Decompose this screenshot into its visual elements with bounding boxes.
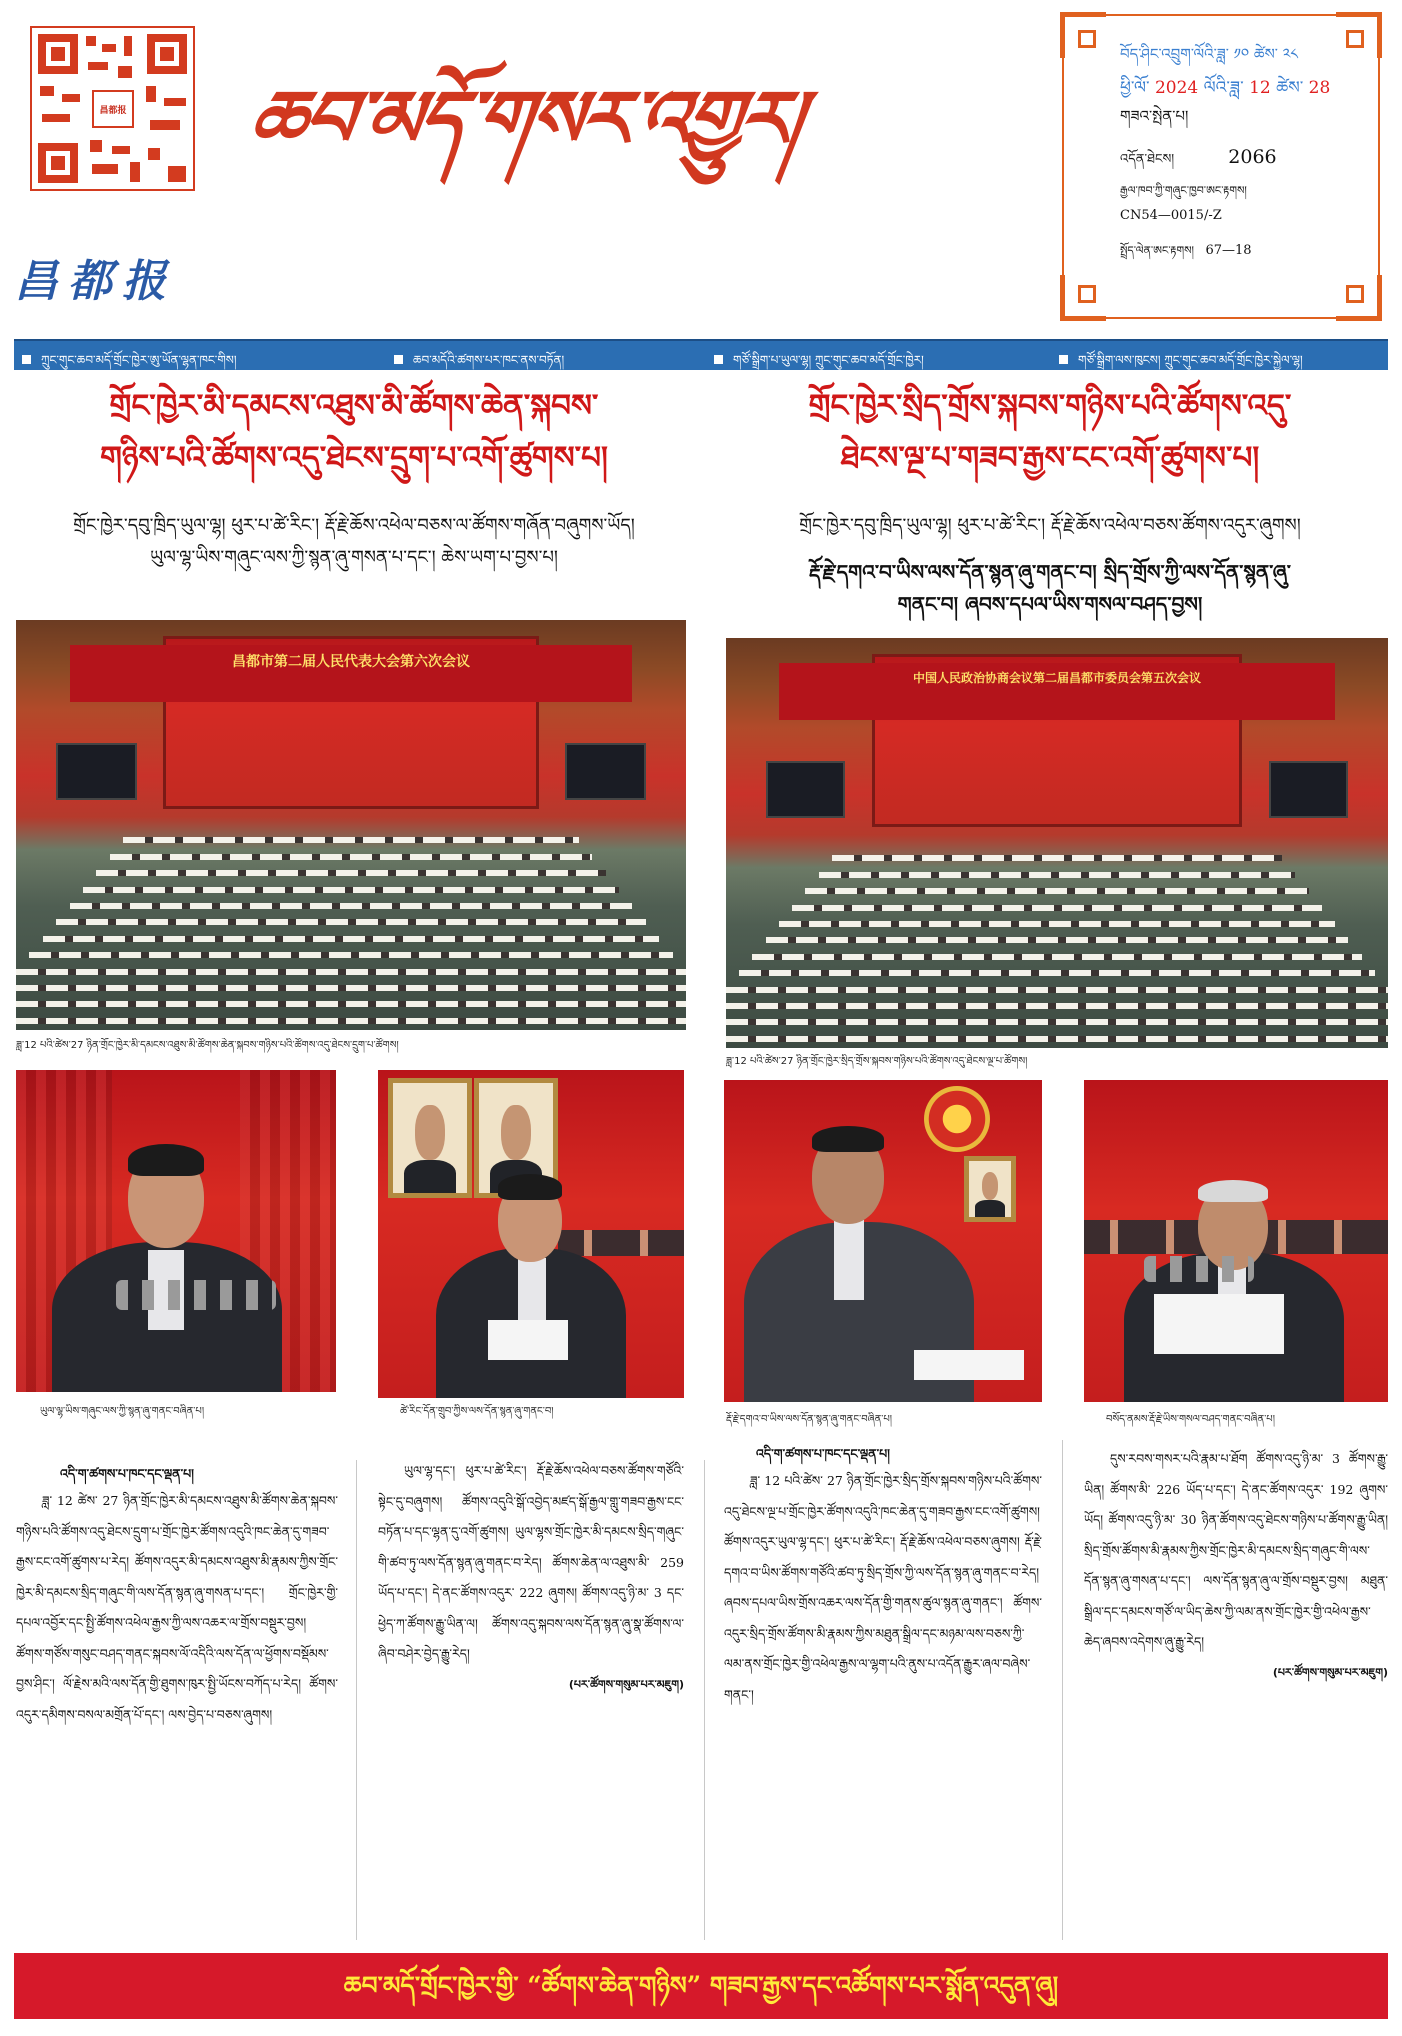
square-bullet-icon — [394, 355, 403, 364]
issue-number-row — [1120, 144, 1277, 181]
article-paragraph: ཡུལ་ལྷ་དང་། ཕུར་པ་ཚེ་རིང་། རྡོ་རྗེ་ཆོས་འཕེལ་བཅས་ཚོགས་གཙོའི་སྟེང་དུ་བཞུགས། ཚོགས་འདུའི་སྒོ་འབྱེད་མཛད་སྒོ་རྒྱལ་གླུ་གཟབ་རྒྱས་ངང་བཏོན་པ་དང་ལྷན་དུ་འགོ་ཚུགས། ཡུལ་ལྷས་གྲོང་ཁྱེར་མི་དམངས་སྲིད་གཞུང་གི་ཚབ་ཏུ་ལས་དོན་སྙན་ཞུ་གནང་བ་རེད། ཚོགས་ཆེན་ལ་འཐུས་མི་ 259 ཡོད་པ་དང་། དེ་ནང་ཚོགས་འདུར་ 222 ཞུགས། ཚོགས་འདུ་ཉི་མ་ 3 དང་ཕྱེད་ཀ་ཚོགས་རྒྱུ་ཡིན་ལ། ཚོགས་འདུ་སྐབས་ལས་དོན་སྙན་ཞུ་སྣ་ཚོགས་ལ་ཞིབ་བཤེར་བྱེད་རྒྱུ་རེད། — [378, 1463, 684, 1661]
congress-hall-photo[interactable] — [16, 620, 686, 1030]
article-paragraph: ཟླ་ 12 ཚེས་ 27 ཉིན་གྲོང་ཁྱེར་མི་དམངས་འཐུས་མི་ཚོགས་ཆེན་སྐབས་གཉིས་པའི་ཚོགས་འདུ་ཐེངས་དྲུག་པ་གྲོང་ཁྱེར་ཚོགས་འདུའི་ཁང་ཆེན་དུ་གཟབ་རྒྱས་ངང་འགོ་ཚུགས་པ་རེད། ཚོགས་འདུར་མི་དམངས་འཐུས་མི་རྣམས་ཀྱིས་གྲོང་ཁྱེར་མི་དམངས་སྲིད་གཞུང་གི་ལས་དོན་སྙན་ཞུ་གསན་པ་དང་། གྲོང་ཁྱེར་གྱི་དཔལ་འབྱོར་དང་སྤྱི་ཚོགས་འཕེལ་རྒྱས་ཀྱི་ལས་འཆར་ལ་གྲོས་བསྡུར་བྱས། ཚོགས་གཙོས་གསུང་བཤད་གནང་སྐབས་ལོ་འདིའི་ལས་དོན་ལ་ཕྱོགས་བསྡོམས་བྱས་ཤིང་། ལོ་རྗེས་མའི་ལས་དོན་གྱི་ཐུགས་ཁུར་སྤྱི་ཡོངས་བཀོད་པ་རེད། ཚོགས་འདུར་དམིགས་བསལ་མགྲོན་པོ་དང་། ལས་བྱེད་པ་བཅས་ཞུགས། — [16, 1493, 338, 1722]
screen-icon — [766, 761, 845, 818]
date-day-label: ཚེས་ — [1276, 78, 1304, 98]
continued-byline: (པར་ཚོགས་གསུམ་པར་མཇུག) — [1272, 1665, 1388, 1679]
article-column-3 — [724, 1466, 1042, 1942]
right-deck-line: གྲོང་ཁྱེར་དབུ་ཁྲིད་ཡུལ་ལྷ། ཕུར་པ་ཚེ་རིང་། རྡོ་རྗེ་ཆོས་འཕེལ་བཅས་ཚོགས་འདུར་ཞུགས། — [799, 515, 1301, 536]
right-headline[interactable] — [710, 380, 1390, 484]
section-item[interactable] — [1059, 347, 1303, 381]
knot-ornament-icon — [1078, 285, 1096, 303]
square-bullet-icon — [1059, 355, 1068, 364]
article-column-1 — [16, 1486, 338, 1941]
speaker-caption-4: བསོད་ནམས་རྡོ་རྗེ་ཡིས་གསལ་བཤད་གནང་བཞིན་པ། — [1106, 1414, 1275, 1425]
section-item[interactable] — [714, 347, 924, 381]
cn-code: CN54—0015/-Z — [1120, 208, 1222, 223]
left-deck-line: གྲོང་ཁྱེར་དབུ་ཁྲིད་ཡུལ་ལྷ། ཕུར་པ་ཚེ་རིང་། རྡོ་རྗེ་ཆོས་འཕེལ་བཅས་ལ་ཚོགས་གཞོན་བཞུགས་ཡོད། — [73, 515, 635, 536]
section-item-label: ཆབ་མདོའི་ཚགས་པར་ཁང་ནས་བཏོན། — [413, 353, 565, 367]
left-headline-line: གྲོང་ཁྱེར་མི་དམངས་འཐུས་མི་ཚོགས་ཆེན་སྐབས་ — [109, 388, 599, 424]
stage-banner: 昌都市第二届人民代表大会第六次会议 — [70, 645, 633, 702]
article-paragraph: ཟླ་ 12 པའི་ཚེས་ 27 ཉིན་གྲོང་ཁྱེར་སྲིད་གྲོས་སྐབས་གཉིས་པའི་ཚོགས་འདུ་ཐེངས་ལྔ་པ་གྲོང་ཁྱེར་ཚོགས་འདུའི་ཁང་ཆེན་དུ་གཟབ་རྒྱས་ངང་འགོ་ཚུགས། ཚོགས་འདུར་ཡུལ་ལྷ་དང་། ཕུར་པ་ཚེ་རིང་། རྡོ་རྗེ་ཆོས་འཕེལ་བཅས་ཞུགས། རྡོ་རྗེ་དགའ་བ་ཡིས་ཚོགས་གཙོའི་ཚབ་ཏུ་སྲིད་གྲོས་ཀྱི་ལས་དོན་སྙན་ཞུ་གནང་བ་རེད། ཞབས་དཔལ་ཡིས་གྲོས་འཆར་ལས་དོན་གྱི་གནས་ཚུལ་སྙན་ཞུ་གནང་། ཚོགས་འདུར་སྲིད་གྲོས་ཚོགས་མི་རྣམས་ཀྱིས་མཐུན་སྒྲིལ་དང་མཉམ་ལས་བཅས་ཀྱི་ལམ་ནས་གྲོང་ཁྱེར་གྱི་འཕེལ་རྒྱས་ལ་ལྷག་པའི་ནུས་པ་འདོན་རྒྱུར་ཞལ་བཞེས་གནང་། — [724, 1473, 1042, 1702]
section-item-label: གཙོ་སྒྲིག་པ་ཡུལ་ལྷ། ཀྲུང་གུང་ཆབ་མདོ་གྲོང་ཁྱེར། — [733, 353, 924, 367]
section-item-label: གཙོ་སྒྲིག་ལས་ཁུངས། ཀྲུང་གུང་ཆབ་མདོ་གྲོང་ཁྱེར་སྐྱེལ་ལྷ། — [1078, 353, 1303, 367]
section-bar — [14, 339, 1388, 370]
microphone-icon — [1144, 1256, 1254, 1282]
column-1-heading: འདི་ག་ཚགས་པ་ཁང་དང་ལྡན་པ། — [60, 1466, 194, 1481]
speech-paper — [1154, 1294, 1284, 1354]
issue-label: འདོན་ཐེངས། — [1120, 152, 1175, 167]
portrait-frame — [388, 1078, 472, 1198]
qr-code-icon[interactable] — [30, 26, 195, 191]
audience-seats — [16, 825, 686, 1030]
portrait-frame — [964, 1156, 1016, 1222]
left-headline-line: གཉིས་པའི་ཚོགས་འདུ་ཐེངས་དྲུག་པ་འགོ་ཚུགས་པ། — [100, 440, 608, 476]
square-bullet-icon — [714, 355, 723, 364]
audience-row — [558, 1230, 684, 1256]
emblem-icon — [924, 1086, 990, 1152]
right-deck-line: གནང་བ། ཞབས་དཔལ་ཡིས་གསལ་བཤད་བྱས། — [897, 592, 1203, 616]
right-headline-line: ཐེངས་ལྔ་པ་གཟབ་རྒྱས་ངང་འགོ་ཚུགས་པ། — [840, 440, 1260, 476]
left-headline[interactable] — [14, 380, 694, 484]
section-item[interactable] — [22, 347, 237, 381]
square-bullet-icon — [22, 355, 31, 364]
right-deck — [710, 510, 1390, 542]
chinese-newspaper-name: 昌都报 — [14, 256, 176, 307]
date-year: 2024 — [1154, 78, 1199, 98]
date-prefix: ཕྱི་ལོ་ — [1120, 78, 1150, 98]
postal-code-row — [1120, 238, 1252, 269]
microphone-icon — [116, 1280, 276, 1310]
speaker-photo-1[interactable] — [16, 1070, 336, 1392]
speaker-photo-3[interactable] — [724, 1080, 1042, 1402]
serial-label: རྒྱལ་ཁབ་ཀྱི་གཞུང་ཁྱབ་ཨང་རྟགས། — [1120, 184, 1247, 197]
speaker-caption-3: རྡོ་རྗེ་དགའ་བ་ཡིས་ལས་དོན་སྙན་ཞུ་གནང་བཞིན་པ། — [726, 1414, 893, 1425]
speaker-caption-2: ཚེ་རིང་དོན་གྲུབ་ཀྱིས་ལས་དོན་སྙན་ཞུ་གནང་བ། — [400, 1406, 554, 1417]
date-day: 28 — [1308, 78, 1331, 98]
date-month: 12 — [1249, 78, 1271, 98]
section-item-label: ཀྲུང་གུང་ཆབ་མདོ་གྲོང་ཁྱེར་ཨུ་ཡོན་ལྷན་ཁང་གིས། — [41, 353, 237, 367]
knot-ornament-icon — [1346, 30, 1364, 48]
continued-byline: (པར་ཚོགས་གསུམ་པར་མཇུག) — [568, 1677, 684, 1691]
column-divider — [704, 1460, 705, 1940]
right-headline-line: གྲོང་ཁྱེར་སྲིད་གྲོས་སྐབས་གཉིས་པའི་ཚོགས་འདུ་ — [808, 388, 1292, 424]
cppcc-hall-photo[interactable] — [726, 638, 1388, 1048]
section-item[interactable] — [394, 347, 564, 381]
issue-info-box — [1062, 14, 1380, 319]
left-deck — [14, 510, 694, 574]
article-column-4 — [1084, 1444, 1388, 1942]
column-divider — [1062, 1440, 1063, 1940]
speaker-caption-1: ཡུལ་ལྷ་ཡིས་གཞུང་ལས་ཀྱི་སྙན་ཞུ་གནང་བཞིན་པ། — [40, 1406, 205, 1417]
stage-banner: 中国人民政治协商会议第二届昌都市委员会第五次会议 — [779, 663, 1335, 720]
left-photo-caption: ཟླ་12 པའི་ཚེས་27 ཉིན་གྲོང་ཁྱེར་མི་དམངས་འཐུས་མི་ཚོགས་ཆེན་སྐབས་གཉིས་པའི་ཚོགས་འདུ་ཐེངས་དྲུག་པ་ཚོགས། — [16, 1040, 399, 1051]
left-deck-line: ཡུལ་ལྷ་ཡིས་གཞུང་ལས་ཀྱི་སྙན་ཞུ་གསན་པ་དང་། ཆེས་ཡག་པ་བྱས་པ། — [150, 547, 558, 568]
weekday: གཟའ་སྤེན་པ། — [1120, 107, 1189, 125]
audience-seats — [726, 843, 1388, 1048]
speaker-photo-4[interactable] — [1084, 1080, 1388, 1402]
right-photo-caption: ཟླ་12 པའི་ཚེས་27 ཉིན་གྲོང་ཁྱེར་སྲིད་གྲོས་སྐབས་གཉིས་པའི་ཚོགས་འདུ་ཐེངས་ལྔ་པ་ཚོགས། — [726, 1056, 1028, 1067]
footer-slogan-banner: ཆབ་མདོ་གྲོང་ཁྱེར་གྱི་ “ཚོགས་ཆེན་གཉིས” གཟབ་རྒྱས་དང་འཚོགས་པར་སྨོན་འདུན་ཞུ། — [14, 1953, 1388, 2019]
knot-ornament-icon — [1078, 30, 1096, 48]
tibetan-title-text: ཆབ་མདོ་གསར་འགྱུར། — [243, 74, 807, 165]
right-deck-line: རྡོ་རྗེ་དགའ་བ་ཡིས་ལས་དོན་སྙན་ཞུ་གནང་བ། སྲིད་གྲོས་ཀྱི་ལས་དོན་སྙན་ཞུ་ — [809, 560, 1291, 584]
masthead — [0, 0, 1402, 335]
column-divider — [356, 1460, 357, 1940]
screen-icon — [565, 743, 645, 800]
knot-ornament-icon — [1346, 285, 1364, 303]
date-month-label: ལོའི་ཟླ་ — [1203, 78, 1244, 98]
tibetan-date: བོད་ཤིང་འབྲུག་ལོའི་ཟླ་ ༡༠ ཚེས་ ༢༨ — [1120, 45, 1299, 63]
article-paragraph: དུས་རབས་གསར་པའི་རྣམ་པ་ཐོག ཚོགས་འདུ་ཉི་མ་ 3 ཚོགས་རྒྱུ་ཡིན། ཚོགས་མི་ 226 ཡོད་པ་དང་། དེ་ནང་ཚོགས་འདུར་ 192 ཞུགས་ཡོད། ཚོགས་འདུ་ཉི་མ་ 30 ཉིན་ཚོགས་འདུ་ཐེངས་གཉིས་པ་ཚོགས་རྒྱུ་ཡིན། སྲིད་གྲོས་ཚོགས་མི་རྣམས་ཀྱིས་གྲོང་ཁྱེར་མི་དམངས་སྲིད་གཞུང་གི་ལས་དོན་སྙན་ཞུ་གསན་པ་དང་། ལས་དོན་སྙན་ཞུ་ལ་གྲོས་བསྡུར་བྱས། མཐུན་སྒྲིལ་དང་དམངས་གཙོ་ལ་ཡིད་ཆེས་ཀྱི་ལམ་ནས་གྲོང་ཁྱེར་གྱི་འཕེལ་རྒྱས་ཆེད་ཞབས་འདེགས་ཞུ་རྒྱུ་རེད། — [1084, 1451, 1388, 1649]
speech-paper — [914, 1350, 1024, 1380]
article-column-2 — [378, 1456, 684, 1942]
postal-label: སྤྲོད་ལེན་ཨང་རྟགས། — [1120, 244, 1194, 257]
screen-icon — [56, 743, 136, 800]
tibetan-newspaper-title — [243, 50, 1010, 250]
column-3-heading: འདི་ག་ཚགས་པ་ཁང་དང་ལྡན་པ། — [756, 1446, 890, 1461]
qr-center-label: 昌都报 — [92, 90, 134, 128]
right-deck-bold — [710, 556, 1390, 620]
issue-number: 2066 — [1228, 146, 1277, 168]
postal-code: 67—18 — [1205, 243, 1252, 258]
screen-icon — [1269, 761, 1348, 818]
speech-paper — [488, 1320, 568, 1360]
speaker-photo-2[interactable] — [378, 1070, 684, 1398]
